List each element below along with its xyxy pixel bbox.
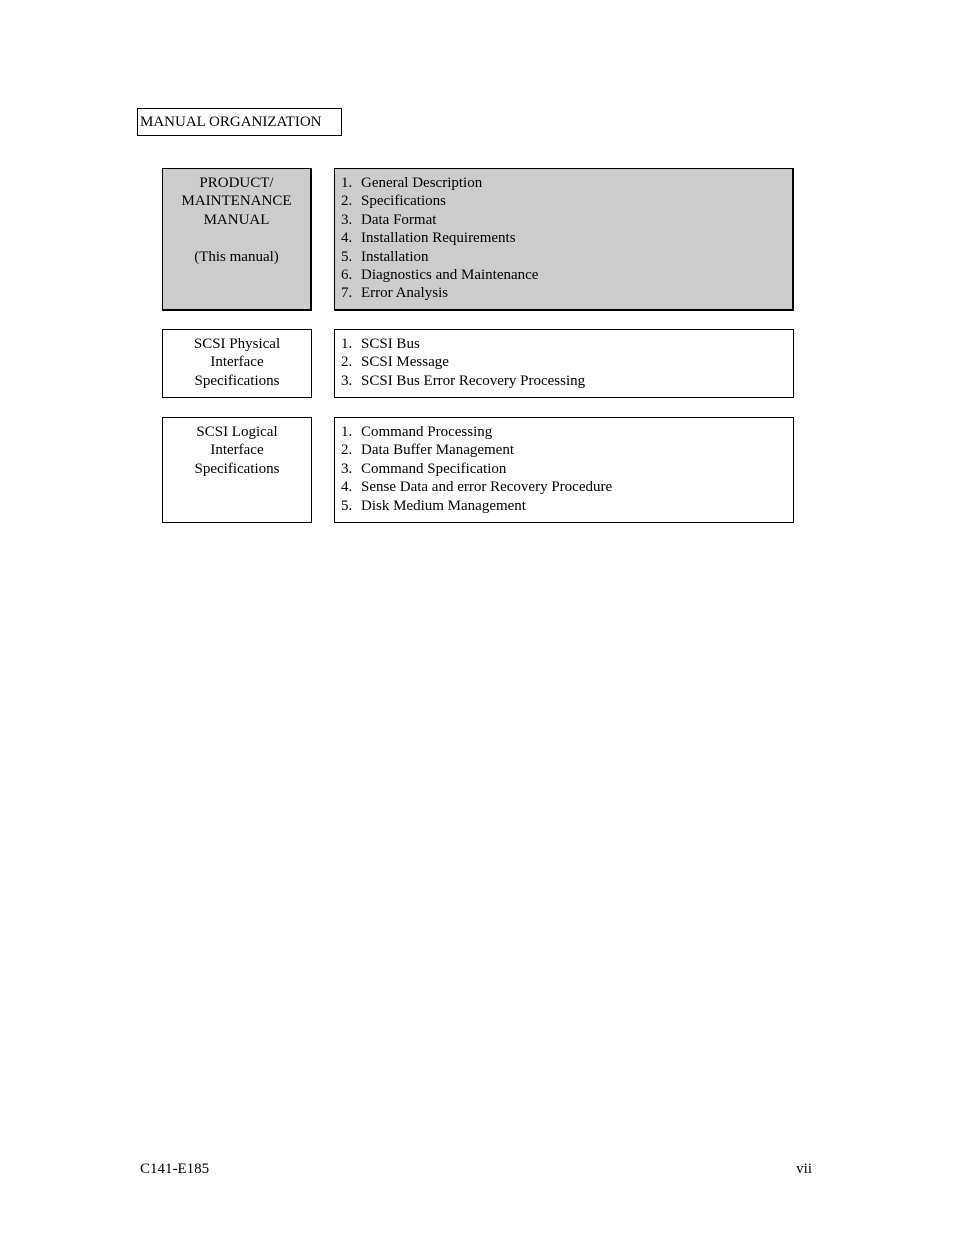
list-item: 1. General Description [341, 175, 483, 191]
section-2-label-line-3: Specifications [194, 372, 280, 389]
page-number: vii [796, 1161, 812, 1177]
list-item: 6. Diagnostics and Maintenance [341, 267, 539, 284]
section-2-label-line-1: SCSI Physical [193, 336, 281, 352]
document-number: C141-E185 [140, 1161, 210, 1177]
product-maintenance-manual-box [162, 168, 312, 311]
section-3-label-line-1: SCSI Logical [196, 424, 278, 440]
section-1-label-line-1: PRODUCT/ [199, 175, 274, 191]
section-1-note: (This manual) [194, 248, 279, 265]
scsi-physical-interface-box [162, 329, 312, 398]
scsi-logical-interface-box [162, 417, 312, 523]
list-item: 3. SCSI Bus Error Recovery Processing [341, 372, 586, 389]
product-maintenance-contents-box [334, 168, 794, 311]
list-item: 7. Error Analysis [341, 285, 449, 302]
list-item: 3. Command Specification [341, 460, 507, 477]
list-item: 3. Data Format [341, 211, 437, 228]
scsi-physical-contents-box [334, 329, 794, 398]
section-1-label-line-3: MANUAL [203, 211, 270, 228]
manual-organization-title: MANUAL ORGANIZATION [137, 108, 342, 136]
list-item: 5. Disk Medium Management [341, 497, 526, 514]
section-1-label-line-2: MAINTENANCE [181, 193, 292, 210]
list-item: 2. Specifications [341, 193, 446, 210]
list-item: 5. Installation [341, 248, 429, 265]
list-item: 2. Data Buffer Management [341, 442, 514, 459]
list-item: 1. Command Processing [341, 424, 493, 440]
section-3-label-line-2: Interface [210, 442, 264, 459]
list-item: 4. Sense Data and error Recovery Procedure [341, 479, 613, 496]
scsi-logical-contents-box [334, 417, 794, 523]
list-item: 4. Installation Requirements [341, 230, 516, 247]
section-2-label-line-2: Interface [210, 354, 264, 371]
list-item: 1. SCSI Bus [341, 336, 420, 352]
section-3-label-line-3: Specifications [194, 460, 280, 477]
list-item: 2. SCSI Message [341, 354, 449, 371]
